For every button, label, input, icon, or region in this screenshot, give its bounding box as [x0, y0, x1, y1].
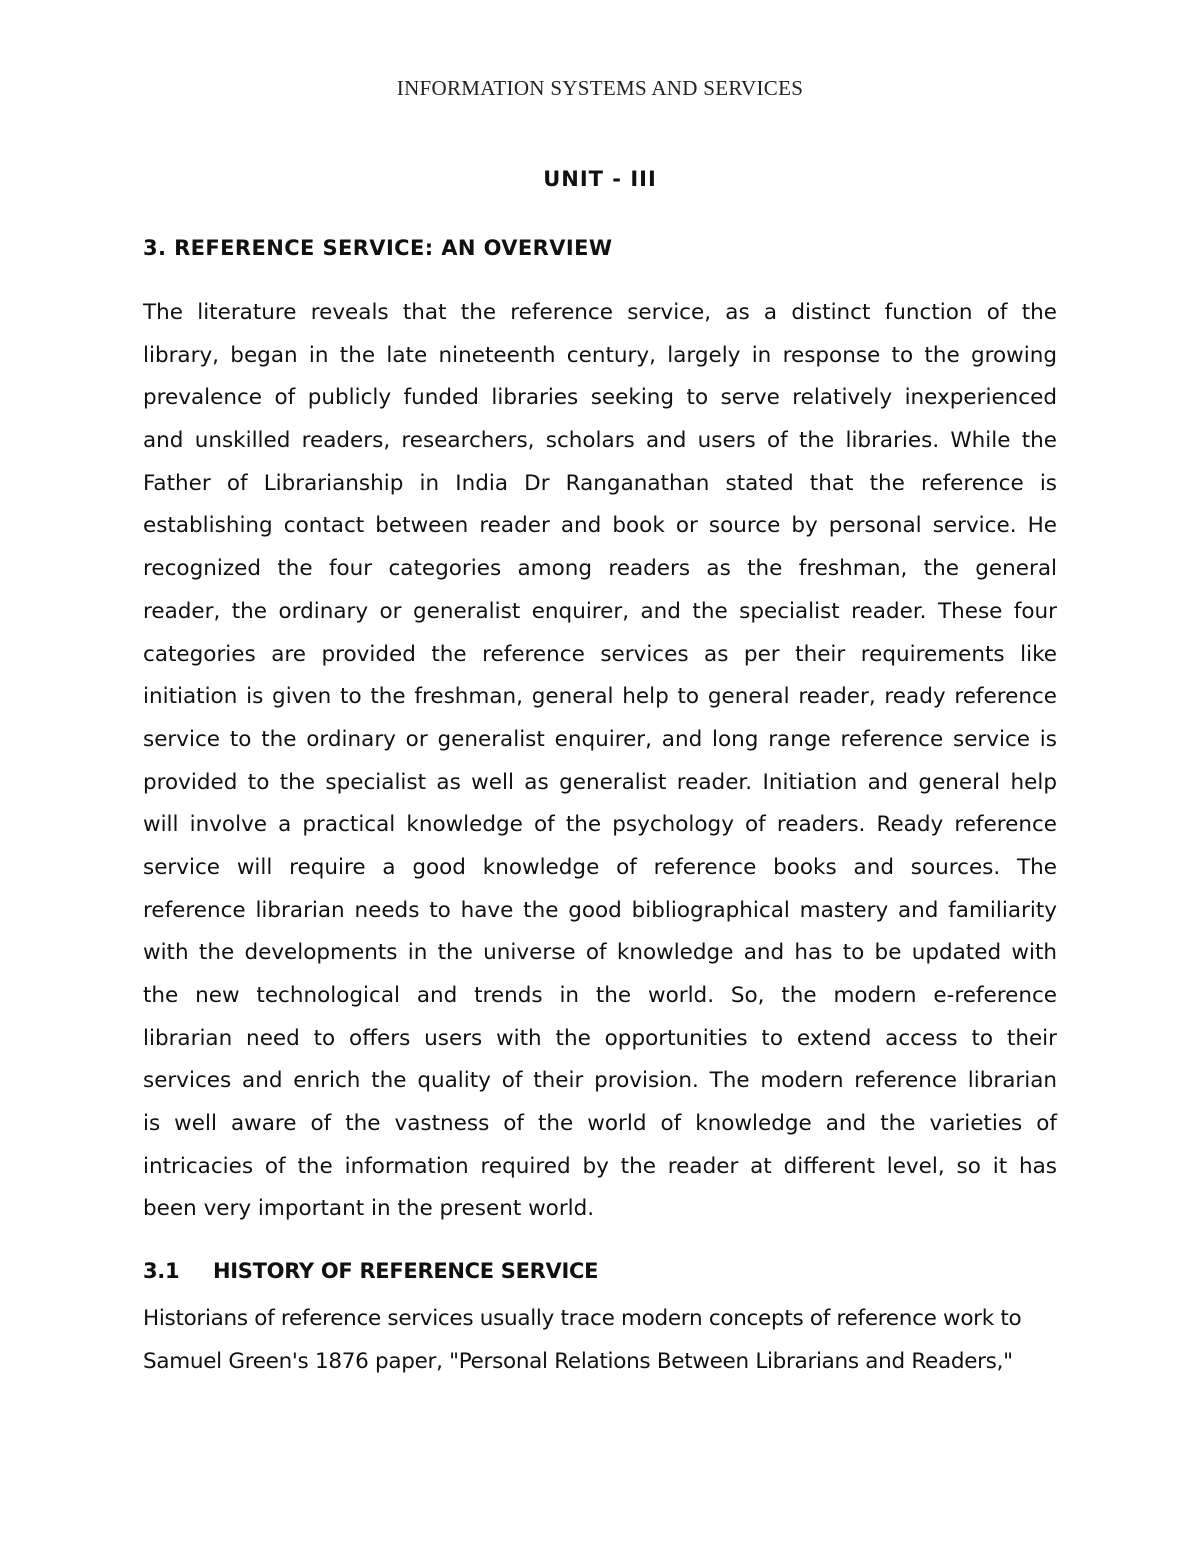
subsection-heading	[143, 1259, 598, 1283]
overview-paragraph	[143, 292, 1057, 1231]
subsection-title: HISTORY OF REFERENCE SERVICE	[213, 1259, 599, 1283]
history-paragraph	[143, 1297, 1057, 1383]
paragraph-line: and unskilled readers, researchers, scholars and users of the libraries. While the	[143, 428, 1057, 454]
paragraph-line: will involve a practical knowledge of the psychology of readers. Ready reference	[143, 812, 1057, 838]
subsection-number: 3.1	[143, 1259, 180, 1283]
paragraph-line: librarian need to offers users with the opportunities to extend access to their	[143, 1025, 1057, 1051]
paragraph-line: service will require a good knowledge of reference books and sources. The	[143, 854, 1057, 880]
paragraph-line: Samuel Green's 1876 paper, "Personal Relations Between Librarians and Readers,"	[143, 1349, 1013, 1374]
paragraph-line: establishing contact between reader and book or source by personal service. He	[143, 513, 1057, 539]
paragraph-line: categories are provided the reference services as per their requirements like	[143, 641, 1057, 667]
paragraph-line: intricacies of the information required by the reader at different level, so it has	[143, 1153, 1057, 1179]
paragraph-line: services and enrich the quality of their provision. The modern reference librarian	[143, 1068, 1057, 1094]
unit-title: UNIT - III	[543, 167, 657, 191]
paragraph-line: Father of Librarianship in India Dr Ranganathan stated that the reference is	[143, 470, 1057, 496]
paragraph-line: provided to the specialist as well as generalist reader. Initiation and general help	[143, 769, 1057, 795]
paragraph-line: been very important in the present world.	[143, 1196, 595, 1222]
paragraph-line: Historians of reference services usually trace modern concepts of reference work to	[143, 1306, 1022, 1331]
section-heading: 3. REFERENCE SERVICE: AN OVERVIEW	[143, 236, 613, 260]
paragraph-line: recognized the four categories among readers as the freshman, the general	[143, 556, 1057, 582]
paragraph-line: is well aware of the vastness of the world of knowledge and the varieties of	[143, 1111, 1057, 1137]
paragraph-line: the new technological and trends in the world. So, the modern e-reference	[143, 983, 1057, 1008]
paragraph-line: prevalence of publicly funded libraries seeking to serve relatively inexperienced	[143, 385, 1057, 411]
running-header: INFORMATION SYSTEMS AND SERVICES	[396, 76, 804, 100]
paragraph-line: reader, the ordinary or generalist enquirer, and the specialist reader. These four	[143, 598, 1057, 624]
paragraph-line: with the developments in the universe of knowledge and has to be updated with	[143, 940, 1057, 966]
paragraph-line: initiation is given to the freshman, general help to general reader, ready reference	[143, 684, 1057, 710]
paragraph-line: reference librarian needs to have the good bibliographical mastery and familiarity	[143, 897, 1057, 923]
paragraph-line: library, began in the late nineteenth century, largely in response to the growing	[143, 342, 1057, 368]
paragraph-line: The literature reveals that the reference service, as a distinct function of the	[143, 300, 1057, 325]
paragraph-line: service to the ordinary or generalist enquirer, and long range reference service is	[143, 726, 1057, 752]
